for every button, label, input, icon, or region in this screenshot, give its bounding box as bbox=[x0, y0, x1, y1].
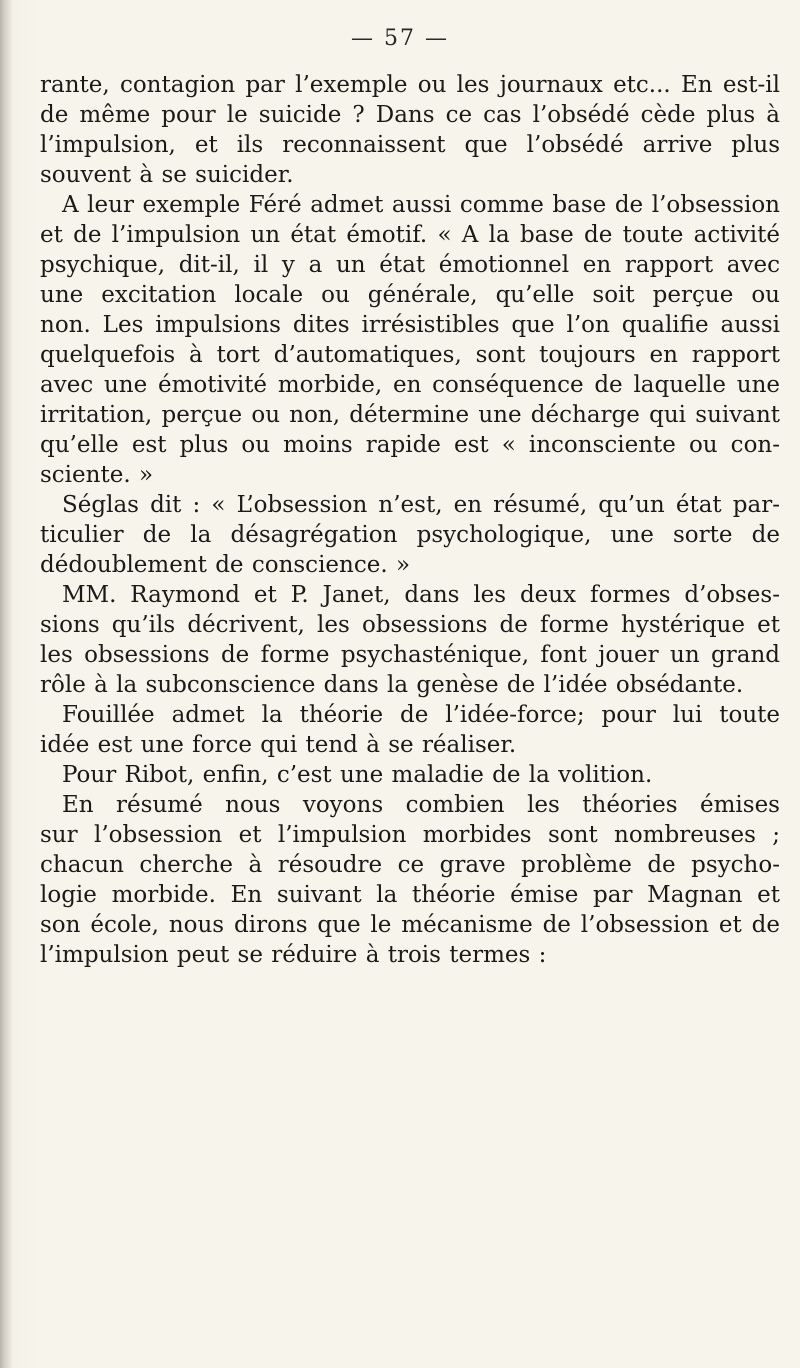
text-line: non. Les impulsions dites irrésistibles que l’on qualifie aussi bbox=[40, 312, 780, 338]
text-line: souvent à se suicider. bbox=[40, 162, 294, 188]
text-line: Fouillée admet la théorie de l’idée-force; pour lui toute bbox=[62, 702, 780, 728]
text-line: son école, nous dirons que le mécanisme de l’obsession et de bbox=[40, 912, 780, 938]
text-line: psychique, dit-il, il y a un état émotionnel en rapport avec bbox=[40, 252, 780, 278]
text-line: sions qu’ils décrivent, les obsessions de forme hystérique et bbox=[40, 612, 780, 638]
text-line: quelquefois à tort d’automatiques, sont toujours en rapport bbox=[40, 342, 780, 368]
text-line: avec une émotivité morbide, en conséquence de laquelle une bbox=[40, 372, 780, 398]
text-line: et de l’impulsion un état émotif. « A la base de toute activité bbox=[40, 222, 780, 248]
body-text bbox=[40, 70, 780, 970]
text-line: logie morbide. En suivant la théorie émise par Magnan et bbox=[40, 882, 780, 908]
text-line: l’impulsion, et ils reconnaissent que l’obsédé arrive plus bbox=[40, 132, 780, 158]
text-line: En résumé nous voyons combien les théories émises bbox=[62, 792, 780, 818]
text-line: sur l’obsession et l’impulsion morbides sont nombreuses ; bbox=[40, 822, 780, 848]
text-line: idée est une force qui tend à se réaliser. bbox=[40, 732, 517, 758]
text-line: Séglas dit : « L’obsession n’est, en résumé, qu’un état par- bbox=[62, 492, 780, 518]
text-line: rante, contagion par l’exemple ou les journaux etc... En est-il bbox=[40, 72, 780, 98]
text-line: de même pour le suicide ? Dans ce cas l’obsédé cède plus à bbox=[40, 102, 780, 128]
text-line: Pour Ribot, enfin, c’est une maladie de la volition. bbox=[62, 762, 653, 788]
text-line: irritation, perçue ou non, détermine une décharge qui suivant bbox=[40, 402, 780, 428]
text-line: A leur exemple Féré admet aussi comme base de l’obsession bbox=[62, 192, 780, 218]
page-number: — 57 — bbox=[351, 26, 449, 51]
text-line: qu’elle est plus ou moins rapide est « inconsciente ou con- bbox=[40, 432, 780, 458]
text-line: ticulier de la désagrégation psychologique, une sorte de bbox=[40, 522, 780, 548]
text-line: rôle à la subconscience dans la genèse de l’idée obsédante. bbox=[40, 672, 744, 698]
text-line: MM. Raymond et P. Janet, dans les deux formes d’obses- bbox=[62, 582, 780, 608]
text-line: les obsessions de forme psychasténique, font jouer un grand bbox=[40, 642, 780, 668]
text-line: chacun cherche à résoudre ce grave problème de psycho- bbox=[40, 852, 780, 878]
text-line: dédoublement de conscience. » bbox=[40, 552, 411, 578]
text-line: une excitation locale ou générale, qu’elle soit perçue ou bbox=[40, 282, 780, 308]
text-line: sciente. » bbox=[40, 462, 154, 488]
page-binding-edge bbox=[0, 0, 12, 1368]
text-line: l’impulsion peut se réduire à trois termes : bbox=[40, 942, 547, 968]
